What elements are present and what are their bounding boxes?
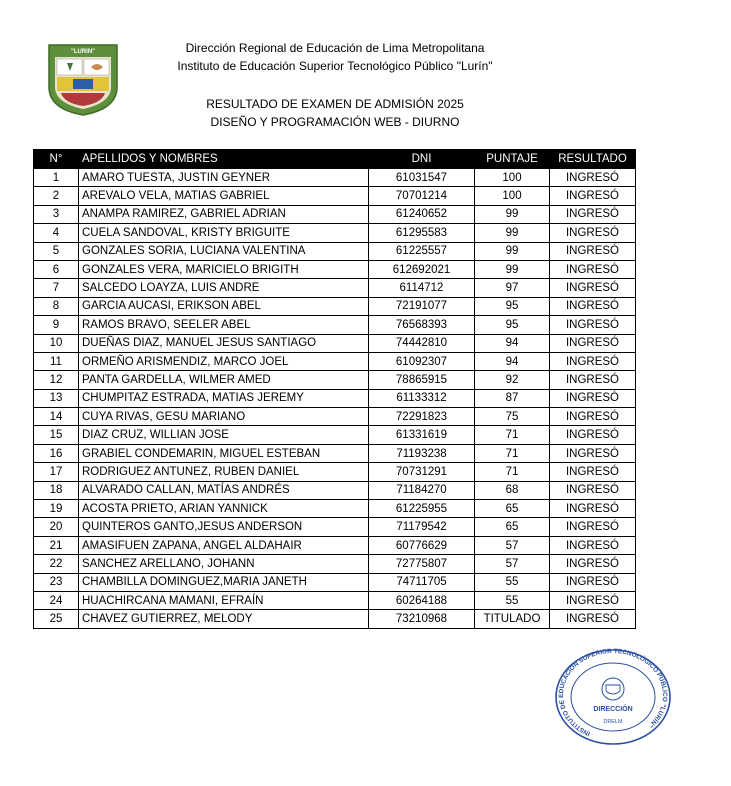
- applicant-name-cell: SANCHEZ ARELLANO, JOHANN: [79, 555, 369, 573]
- score-cell: 87: [475, 389, 550, 407]
- row-number-cell: 11: [34, 352, 79, 370]
- table-row: [34, 371, 636, 389]
- dni-cell: 61031547: [369, 169, 475, 187]
- dni-cell: 61295583: [369, 224, 475, 242]
- result-cell: INGRESÓ: [550, 500, 636, 518]
- dni-cell: 61225557: [369, 242, 475, 260]
- row-number-cell: 20: [34, 518, 79, 536]
- result-cell: INGRESÓ: [550, 260, 636, 278]
- table-row: [34, 610, 636, 628]
- institute-logo: [47, 43, 119, 117]
- result-cell: INGRESÓ: [550, 518, 636, 536]
- table-row: [34, 408, 636, 426]
- score-cell: 55: [475, 573, 550, 591]
- table-row: [34, 591, 636, 609]
- score-cell: 95: [475, 316, 550, 334]
- applicant-name-cell: HUACHIRCANA MAMANI, EFRAÍN: [79, 591, 369, 609]
- table-row: [34, 297, 636, 315]
- header-line-2: Instituto de Educación Superior Tecnológico Público "Lurín": [177, 59, 493, 73]
- result-cell: INGRESÓ: [550, 536, 636, 554]
- result-cell: INGRESÓ: [550, 573, 636, 591]
- table-row: [34, 260, 636, 278]
- table-body: [34, 169, 636, 629]
- row-number-cell: 25: [34, 610, 79, 628]
- applicant-name-cell: RAMOS BRAVO, SEELER ABEL: [79, 316, 369, 334]
- row-number-cell: 3: [34, 205, 79, 223]
- applicant-name-cell: SALCEDO LOAYZA, LUIS ANDRE: [79, 279, 369, 297]
- applicant-name-cell: RODRIGUEZ ANTUNEZ, RUBEN DANIEL: [79, 463, 369, 481]
- applicant-name-cell: GONZALES SORIA, LUCIANA VALENTINA: [79, 242, 369, 260]
- result-cell: INGRESÓ: [550, 408, 636, 426]
- score-cell: 65: [475, 500, 550, 518]
- score-cell: 95: [475, 297, 550, 315]
- dni-cell: 60776629: [369, 536, 475, 554]
- row-number-cell: 14: [34, 408, 79, 426]
- applicant-name-cell: CHUMPITAZ ESTRADA, MATIAS JEREMY: [79, 389, 369, 407]
- result-cell: INGRESÓ: [550, 352, 636, 370]
- score-cell: 94: [475, 334, 550, 352]
- table-row: [34, 444, 636, 462]
- dni-cell: 71193238: [369, 444, 475, 462]
- score-cell: 57: [475, 536, 550, 554]
- header-line-1: Dirección Regional de Educación de Lima Metropolitana: [185, 41, 485, 55]
- results-table: [33, 149, 636, 629]
- applicant-name-cell: CUYA RIVAS, GESU MARIANO: [79, 408, 369, 426]
- exam-header: [130, 95, 540, 131]
- result-cell: INGRESÓ: [550, 481, 636, 499]
- table-row: [34, 169, 636, 187]
- dni-cell: 61225955: [369, 500, 475, 518]
- score-cell: 71: [475, 444, 550, 462]
- result-cell: INGRESÓ: [550, 242, 636, 260]
- result-cell: INGRESÓ: [550, 279, 636, 297]
- column-header-name: APELLIDOS Y NOMBRES: [79, 150, 369, 169]
- dni-cell: 72775807: [369, 555, 475, 573]
- result-cell: INGRESÓ: [550, 169, 636, 187]
- applicant-name-cell: ANAMPA RAMIREZ, GABRIEL ADRIAN: [79, 205, 369, 223]
- row-number-cell: 15: [34, 426, 79, 444]
- dni-cell: 71184270: [369, 481, 475, 499]
- row-number-cell: 23: [34, 573, 79, 591]
- header-line-3: RESULTADO DE EXAMEN DE ADMISIÓN 2025: [206, 97, 464, 111]
- table-row: [34, 224, 636, 242]
- dni-cell: 61331619: [369, 426, 475, 444]
- table-row: [34, 334, 636, 352]
- row-number-cell: 1: [34, 169, 79, 187]
- column-header-dni: DNI: [369, 150, 475, 169]
- dni-cell: 74711705: [369, 573, 475, 591]
- score-cell: 71: [475, 426, 550, 444]
- column-header-number: N°: [34, 150, 79, 169]
- row-number-cell: 19: [34, 500, 79, 518]
- row-number-cell: 17: [34, 463, 79, 481]
- result-cell: INGRESÓ: [550, 389, 636, 407]
- table-row: [34, 426, 636, 444]
- applicant-name-cell: CHAMBILLA DOMINGUEZ,MARIA JANETH: [79, 573, 369, 591]
- row-number-cell: 5: [34, 242, 79, 260]
- row-number-cell: 22: [34, 555, 79, 573]
- score-cell: 68: [475, 481, 550, 499]
- result-cell: INGRESÓ: [550, 610, 636, 628]
- column-header-result: RESULTADO: [550, 150, 636, 169]
- score-cell: 57: [475, 555, 550, 573]
- row-number-cell: 2: [34, 187, 79, 205]
- score-cell: 97: [475, 279, 550, 297]
- row-number-cell: 6: [34, 260, 79, 278]
- applicant-name-cell: CHAVEZ GUTIERREZ, MELODY: [79, 610, 369, 628]
- dni-cell: 6114712: [369, 279, 475, 297]
- result-cell: INGRESÓ: [550, 334, 636, 352]
- stamp-ring-text: INSTITUTO DE EDUCACIÓN SUPERIOR TECNOLÓGICO PÚBLICO "LURÍN": [558, 647, 669, 738]
- table-row: [34, 279, 636, 297]
- table-row: [34, 242, 636, 260]
- table-header-row: [34, 150, 636, 169]
- dni-cell: 61133312: [369, 389, 475, 407]
- applicant-name-cell: DUEÑAS DIAZ, MANUEL JESUS SANTIAGO: [79, 334, 369, 352]
- applicant-name-cell: AMASIFUEN ZAPANA, ANGEL ALDAHAIR: [79, 536, 369, 554]
- applicant-name-cell: ACOSTA PRIETO, ARIAN YANNICK: [79, 500, 369, 518]
- result-cell: INGRESÓ: [550, 316, 636, 334]
- applicant-name-cell: PANTA GARDELLA, WILMER AMED: [79, 371, 369, 389]
- row-number-cell: 13: [34, 389, 79, 407]
- applicant-name-cell: DIAZ CRUZ, WILLIAN JOSE: [79, 426, 369, 444]
- score-cell: 55: [475, 591, 550, 609]
- row-number-cell: 24: [34, 591, 79, 609]
- dni-cell: 61240652: [369, 205, 475, 223]
- score-cell: 92: [475, 371, 550, 389]
- header-line-4: DISEÑO Y PROGRAMACIÓN WEB - DIURNO: [210, 115, 460, 129]
- score-cell: 65: [475, 518, 550, 536]
- result-cell: INGRESÓ: [550, 555, 636, 573]
- row-number-cell: 10: [34, 334, 79, 352]
- applicant-name-cell: GRABIEL CONDEMARIN, MIGUEL ESTEBAN: [79, 444, 369, 462]
- table-row: [34, 536, 636, 554]
- dni-cell: 76568393: [369, 316, 475, 334]
- score-cell: TITULADO: [475, 610, 550, 628]
- column-header-score: PUNTAJE: [475, 150, 550, 169]
- score-cell: 71: [475, 463, 550, 481]
- row-number-cell: 7: [34, 279, 79, 297]
- applicant-name-cell: GONZALES VERA, MARICIELO BRIGITH: [79, 260, 369, 278]
- row-number-cell: 12: [34, 371, 79, 389]
- score-cell: 99: [475, 224, 550, 242]
- applicant-name-cell: ORMEÑO ARISMENDIZ, MARCO JOEL: [79, 352, 369, 370]
- table-row: [34, 518, 636, 536]
- table-row: [34, 555, 636, 573]
- stamp-center-text: DIRECCIÓN: [593, 706, 633, 713]
- table-row: [34, 463, 636, 481]
- dni-cell: 74442810: [369, 334, 475, 352]
- dni-cell: 612692021: [369, 260, 475, 278]
- result-cell: INGRESÓ: [550, 591, 636, 609]
- table-row: [34, 352, 636, 370]
- stamp-bottom-text: DRELM: [603, 719, 623, 725]
- result-cell: INGRESÓ: [550, 224, 636, 242]
- dni-cell: 61092307: [369, 352, 475, 370]
- result-cell: INGRESÓ: [550, 187, 636, 205]
- dni-cell: 70731291: [369, 463, 475, 481]
- table-row: [34, 187, 636, 205]
- dni-cell: 78865915: [369, 371, 475, 389]
- row-number-cell: 21: [34, 536, 79, 554]
- result-cell: INGRESÓ: [550, 371, 636, 389]
- applicant-name-cell: GARCIA AUCASI, ERIKSON ABEL: [79, 297, 369, 315]
- result-cell: INGRESÓ: [550, 297, 636, 315]
- applicant-name-cell: AREVALO VELA, MATIAS GABRIEL: [79, 187, 369, 205]
- applicant-name-cell: CUELA SANDOVAL, KRISTY BRIGUITE: [79, 224, 369, 242]
- row-number-cell: 18: [34, 481, 79, 499]
- dni-cell: 70701214: [369, 187, 475, 205]
- row-number-cell: 8: [34, 297, 79, 315]
- official-stamp: [553, 647, 673, 747]
- score-cell: 100: [475, 187, 550, 205]
- row-number-cell: 9: [34, 316, 79, 334]
- row-number-cell: 16: [34, 444, 79, 462]
- table-row: [34, 500, 636, 518]
- logo-text: "LURIN": [70, 49, 96, 55]
- dni-cell: 73210968: [369, 610, 475, 628]
- institution-header: [130, 39, 540, 75]
- result-cell: INGRESÓ: [550, 426, 636, 444]
- applicant-name-cell: ALVARADO CALLAN, MATÍAS ANDRÉS: [79, 481, 369, 499]
- score-cell: 99: [475, 242, 550, 260]
- score-cell: 100: [475, 169, 550, 187]
- table-row: [34, 205, 636, 223]
- dni-cell: 72291823: [369, 408, 475, 426]
- dni-cell: 60264188: [369, 591, 475, 609]
- applicant-name-cell: AMARO TUESTA, JUSTIN GEYNER: [79, 169, 369, 187]
- table-row: [34, 389, 636, 407]
- score-cell: 99: [475, 260, 550, 278]
- row-number-cell: 4: [34, 224, 79, 242]
- table-row: [34, 481, 636, 499]
- table-row: [34, 316, 636, 334]
- result-cell: INGRESÓ: [550, 205, 636, 223]
- table-row: [34, 573, 636, 591]
- result-cell: INGRESÓ: [550, 463, 636, 481]
- score-cell: 94: [475, 352, 550, 370]
- dni-cell: 71179542: [369, 518, 475, 536]
- applicant-name-cell: QUINTEROS GANTO,JESUS ANDERSON: [79, 518, 369, 536]
- score-cell: 75: [475, 408, 550, 426]
- score-cell: 99: [475, 205, 550, 223]
- result-cell: INGRESÓ: [550, 444, 636, 462]
- dni-cell: 72191077: [369, 297, 475, 315]
